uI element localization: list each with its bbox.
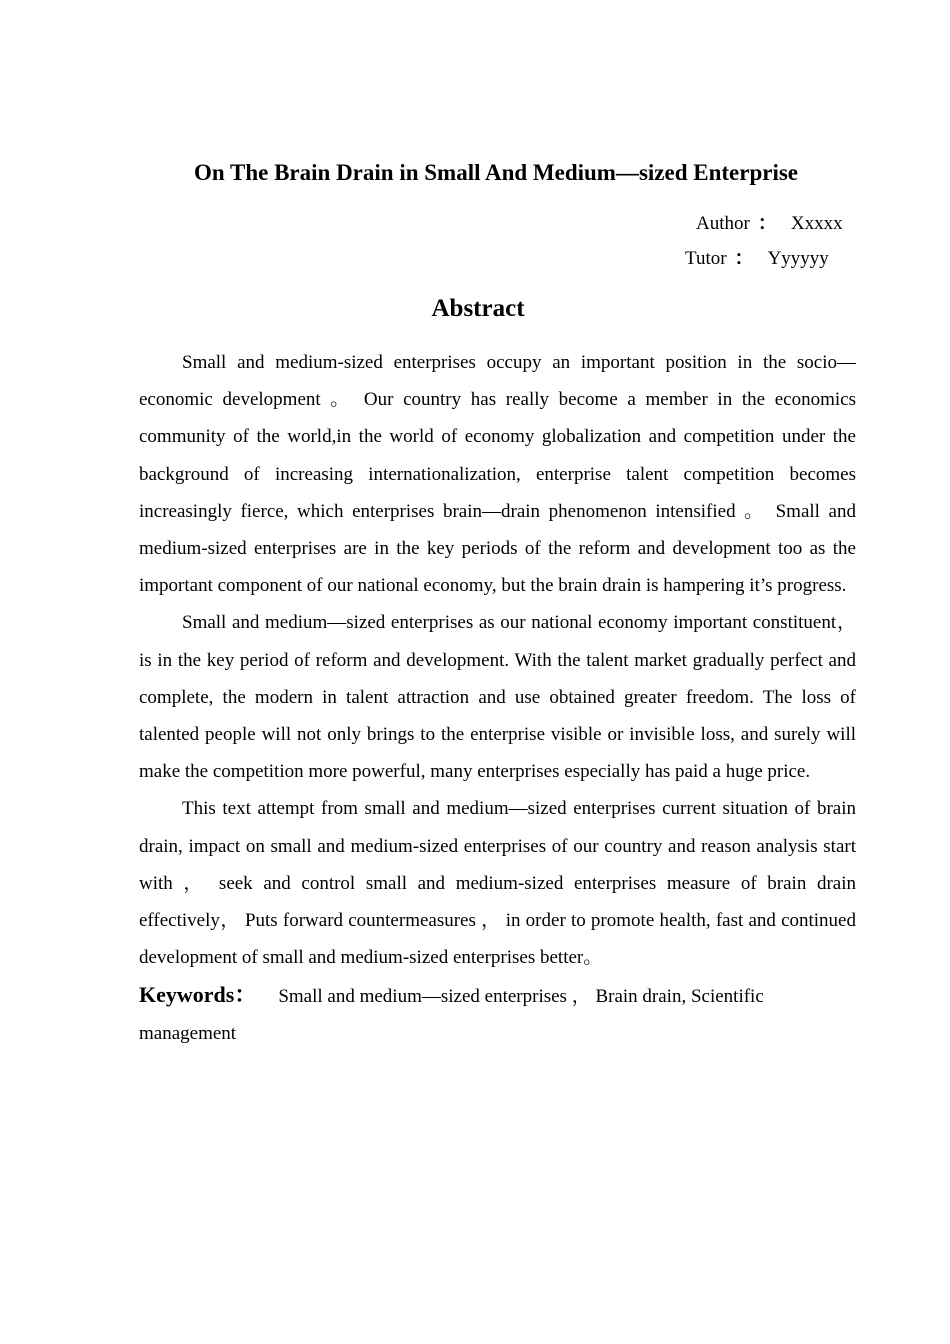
tutor-separator: ： bbox=[734, 248, 754, 269]
abstract-heading: Abstract bbox=[431, 295, 525, 322]
author-value: Xxxxx bbox=[790, 213, 843, 234]
author-label: Author bbox=[696, 213, 750, 234]
abstract-paragraph-3: This text attempt from small and medium—sized enterprises current situation of brain drain, impact on small and medium-sized enterprises of our country and reason analysis start with ， seek and control small and medium-sized enterprises measure of brain drain effectively， Puts forward countermeasures ， in order to promote health, fast and continued development of small and medium-sized enterprises better。 bbox=[139, 798, 856, 969]
abstract-paragraph-2: Small and medium—sized enterprises as our national economy important constituent， is in the key period of reform and development. With the talent market gradually perfect and complete, the modern in talent attraction and use obtained greater freedom. The loss of talented people will not only brings to the enterprise visible or invisible loss, and surely will make the competition more powerful, many enterprises especially has paid a huge price. bbox=[139, 612, 856, 783]
keywords-text: Small and medium—sized enterprises ， Brain drain, Scientific management bbox=[139, 986, 764, 1045]
author-line bbox=[696, 212, 843, 236]
author-separator: ： bbox=[757, 213, 777, 234]
document-title: On The Brain Drain in Small And Medium—sized Enterprise bbox=[193, 160, 799, 185]
tutor-label: Tutor bbox=[685, 248, 727, 269]
keywords-label: Keywords： bbox=[139, 982, 257, 1008]
abstract-paragraph-1: Small and medium-sized enterprises occupy an important position in the socio—economic development 。 Our country has really become a member in the economics community of the world,in the world of economy globalization and competition under the background of increasing internationalization, enterprise talent competition becomes increasingly fierce, which enterprises brain—drain phenomenon intensified 。 Small and medium-sized enterprises are in the key periods of the reform and development too as the important component of our national economy, but the brain drain is hampering it’s progress. bbox=[139, 352, 856, 597]
abstract-body bbox=[139, 344, 856, 1052]
tutor-line bbox=[685, 247, 829, 271]
keywords-line bbox=[139, 976, 856, 1052]
tutor-value: Yyyyyy bbox=[767, 248, 829, 269]
